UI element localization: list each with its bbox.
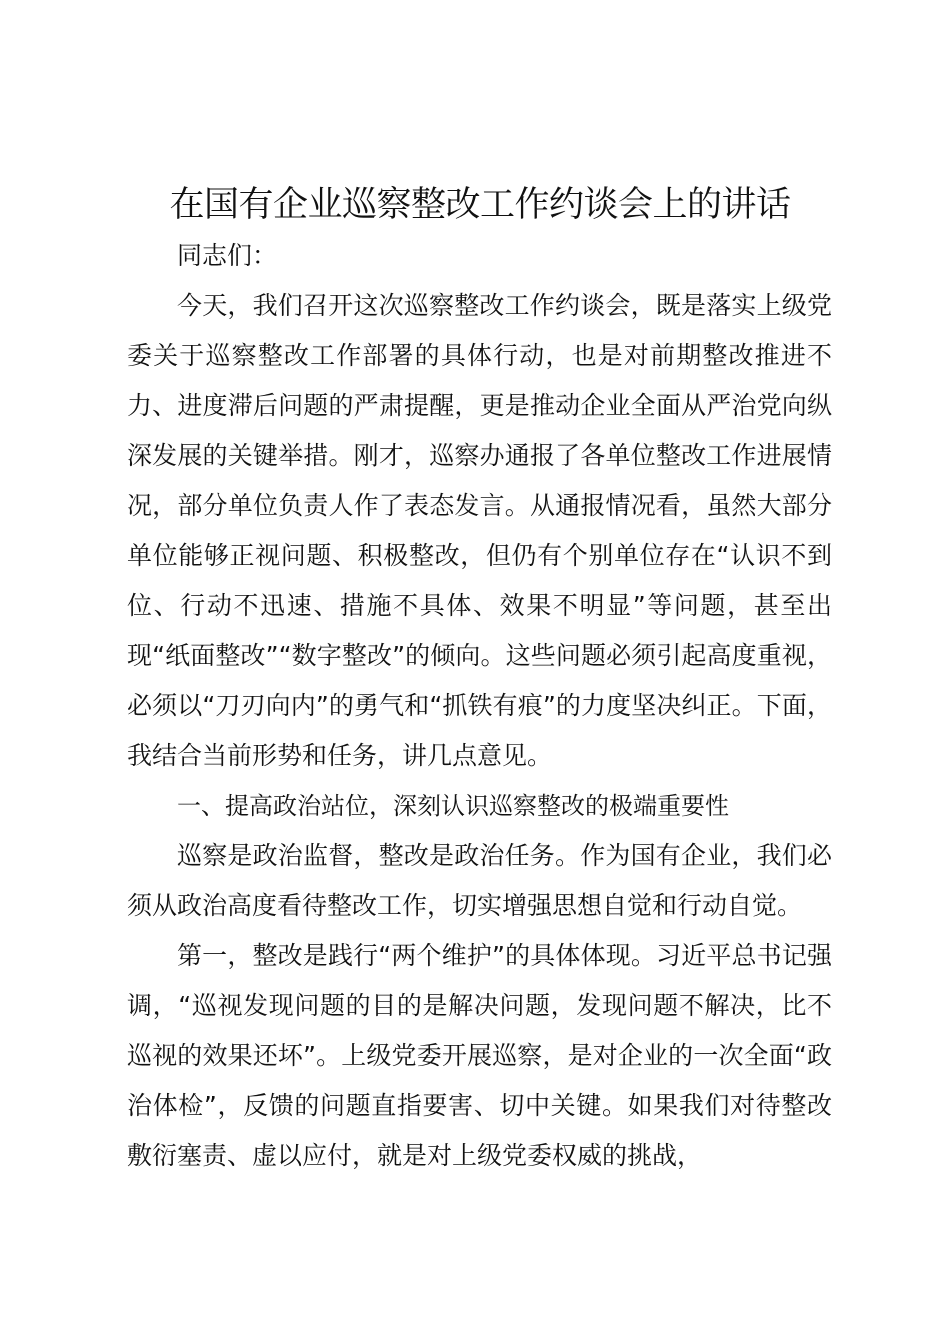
paragraph-section-2: 第一，整改是践行“两个维护”的具体体现。习近平总书记强调，“巡视发现问题的目的是解决问题，发现问题不解决，比不巡视的效果还坏”。上级党委开展巡察，是对企业的一次全面“政治体检”，反馈的问题直指要害、切中关键。如果我们对待整改敷衍塞责、虚以应付，就是对上级党委权威的挑战， — [127, 941, 832, 1170]
paragraph-intro: 今天，我们召开这次巡察整改工作约谈会，既是落实上级党委关于巡察整改工作部署的具体行动，也是对前期整改推进不力、进度滞后问题的严肃提醒，更是推动企业全面从严治党向纵深发展的关键举措。刚才，巡察办通报了各单位整改工作进展情况，部分单位负责人作了表态发言。从通报情况看，虽然大部分单位能够正视问题、积极整改，但仍有个别单位存在“认识不到位、行动不迅速、措施不具体、效果不明显”等问题，甚至出现“纸面整改”“数字整改”的倾向。这些问题必须引起高度重视，必须以“刀刃向内”的勇气和“抓铁有痕”的力度坚决纠正。下面，我结合当前形势和任务，讲几点意见。 — [127, 291, 832, 770]
greeting: 同志们： — [177, 241, 278, 270]
section-heading: 一、提高政治站位，深刻认识巡察整改的极端重要性 — [177, 792, 729, 820]
document-body — [127, 231, 832, 1181]
document-title: 在国有企业巡察整改工作约谈会上的讲话 — [169, 185, 791, 225]
paragraph-section-1: 巡察是政治监督，整改是政治任务。作为国有企业，我们必须从政治高度看待整改工作，切实增强思想自觉和行动自觉。 — [127, 841, 832, 920]
